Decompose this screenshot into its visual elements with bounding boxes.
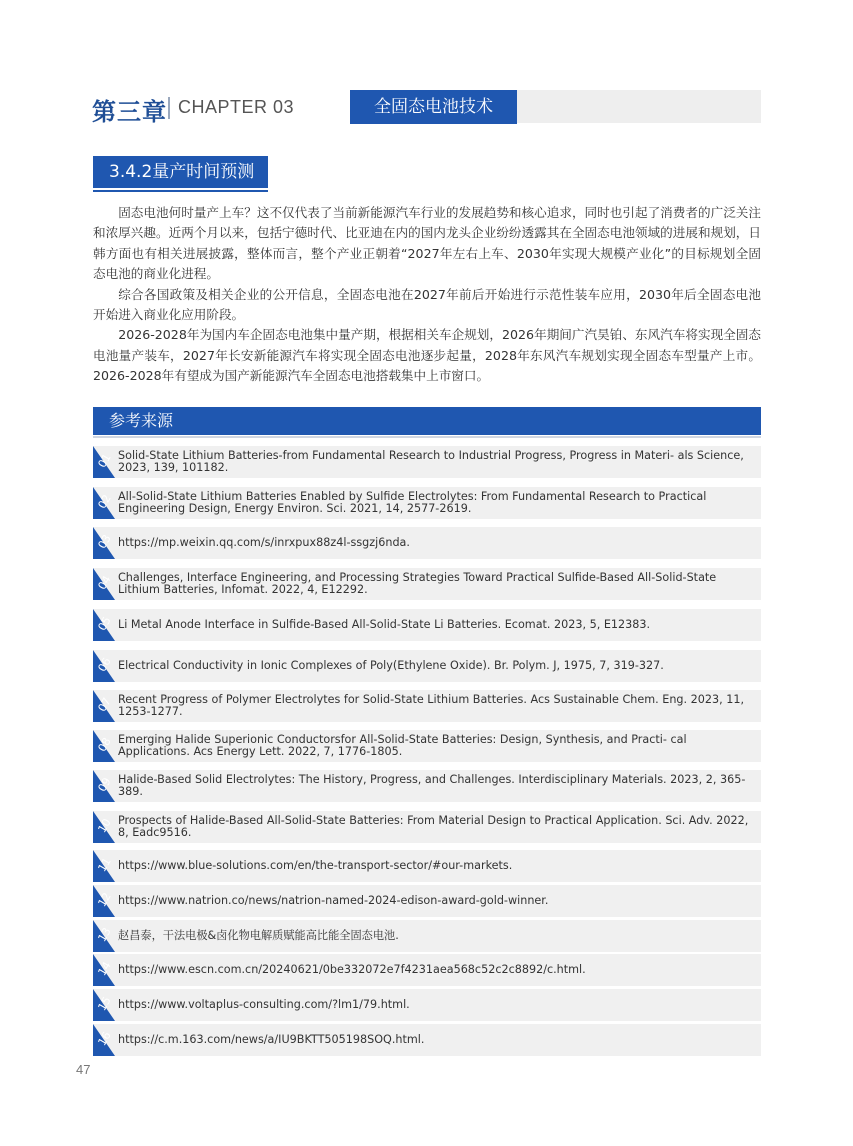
reference-number: 09 (95, 775, 114, 795)
reference-number: 04 (95, 573, 114, 593)
reference-text: https://www.voltaplus-consulting.com/?lm1/79.html. (118, 998, 410, 1011)
reference-text: https://www.escn.com.cn/20240621/0be332072e7f4231aea568c52c2c8892/c.html. (118, 963, 586, 976)
reference-item (93, 487, 761, 519)
reference-number: 05 (95, 614, 114, 634)
reference-text: https://mp.weixin.qq.com/s/inrxpux88z4l-ssgzj6nda. (118, 536, 410, 549)
page-number: 47 (76, 1062, 91, 1077)
reference-number: 15 (95, 994, 114, 1014)
reference-number: 06 (95, 655, 114, 675)
reference-number: 10 (95, 816, 114, 836)
reference-number: 01 (95, 451, 114, 471)
reference-number: 12 (95, 890, 114, 910)
references-heading: 参考来源 (93, 407, 761, 435)
chapter-title-tab: 全固态电池技术 (350, 90, 517, 124)
reference-number: 16 (95, 1029, 114, 1049)
references-underline (93, 436, 761, 438)
reference-item (93, 650, 761, 682)
section-underline (93, 190, 268, 192)
reference-item (93, 730, 761, 762)
reference-item (93, 920, 761, 952)
reference-text: https://www.natrion.co/news/natrion-named-2024-edison-award-gold-winner. (118, 894, 549, 907)
reference-text: https://www.blue-solutions.com/en/the-transport-sector/#our-markets. (118, 859, 513, 872)
reference-text: Electrical Conductivity in Ionic Complexes of Poly(Ethylene Oxide). Br. Polym. J, 1975, 7, 319-327. (118, 659, 664, 672)
reference-item (93, 811, 761, 843)
reference-text: Solid-State Lithium Batteries-from Fundamental Research to Industrial Progress, Progress in Materi- als Science, 2023, 139, 101182. (118, 449, 744, 474)
reference-text: Halide-Based Solid Electrolytes: The History, Progress, and Challenges. Interdisciplinary Materials. 2023, 2, 365-389. (118, 773, 746, 798)
chapter-label-en: CHAPTER 03 (178, 97, 295, 117)
chapter-label-zh: 第三章 (92, 98, 167, 126)
reference-item (93, 527, 761, 559)
reference-item (93, 850, 761, 882)
reference-text: Li Metal Anode Interface in Sulfide-Based All-Solid-State Li Batteries. Ecomat. 2023, 5, E12383. (118, 618, 651, 631)
section-title: 3.4.2量产时间预测 (93, 156, 268, 188)
reference-text: 赵昌泰，干法电极&卤化物电解质赋能高比能全固态电池. (118, 929, 399, 942)
chapter-divider (168, 97, 170, 119)
reference-text: Challenges, Interface Engineering, and Processing Strategies Toward Practical Sulfide-Based All-Solid-State Lithium Batteries, Infomat. 2022, 4, E12292. (118, 571, 717, 596)
reference-item (93, 1024, 761, 1056)
reference-number: 11 (95, 855, 114, 875)
reference-number: 07 (95, 695, 114, 715)
paragraph: 2026-2028年为国内车企固态电池集中量产期，根据相关车企规划，2026年期间广汽昊铂、东风汽车将实现全固态电池量产装车，2027年长安新能源汽车将实现全固态电池逐步起量，2028年东风汽车规划实现全固态车型量产上市。2026-2028年有望成为国产新能源汽车全固态电池搭载集中上市窗口。 (93, 327, 761, 384)
reference-number: 02 (95, 492, 114, 512)
reference-text: https://c.m.163.com/news/a/IU9BKTT505198SOQ.html. (118, 1033, 425, 1046)
reference-text: Recent Progress of Polymer Electrolytes for Solid-State Lithium Batteries. Acs Sustainable Chem. Eng. 2023, 11, 1253-1277. (118, 693, 744, 718)
reference-number: 03 (95, 532, 114, 552)
reference-item (93, 885, 761, 917)
reference-number: 14 (95, 959, 114, 979)
reference-item (93, 989, 761, 1021)
reference-item (93, 954, 761, 986)
reference-text: Emerging Halide Superionic Conductorsfor All-Solid-State Batteries: Design, Synthesis, and Practi- cal Applications. Acs Energy Lett. 2022, 7, 1776-1805. (118, 733, 687, 758)
body-text (93, 203, 761, 387)
reference-number: 08 (95, 735, 114, 755)
paragraph: 固态电池何时量产上车？这不仅代表了当前新能源汽车行业的发展趋势和核心追求，同时也引起了消费者的广泛关注和浓厚兴趣。近两个月以来，包括宁德时代、比亚迪在内的国内龙头企业纷纷透露其在全固态电池领域的进展和规划，日韩方面也有相关进展披露，整体而言，整个产业正朝着“2027年左右上车、2030年实现大规模产业化”的目标规划全固态电池的商业化进程。 (93, 205, 761, 282)
reference-item (93, 690, 761, 722)
reference-item (93, 770, 761, 802)
paragraph: 综合各国政策及相关企业的公开信息，全固态电池在2027年前后开始进行示范性装车应用，2030年后全固态电池开始进入商业化应用阶段。 (93, 286, 761, 323)
reference-number: 13 (95, 925, 114, 945)
reference-text: All-Solid-State Lithium Batteries Enabled by Sulfide Electrolytes: From Fundamental Research to Practical Engineering Design, Energy Environ. Sci. 2021, 14, 2577-2619. (118, 490, 707, 515)
reference-item (93, 609, 761, 641)
reference-text: Prospects of Halide-Based All-Solid-State Batteries: From Material Design to Practical Application. Sci. Adv. 2022, 8, Eadc9516. (118, 814, 749, 839)
reference-item (93, 568, 761, 600)
reference-item (93, 446, 761, 478)
